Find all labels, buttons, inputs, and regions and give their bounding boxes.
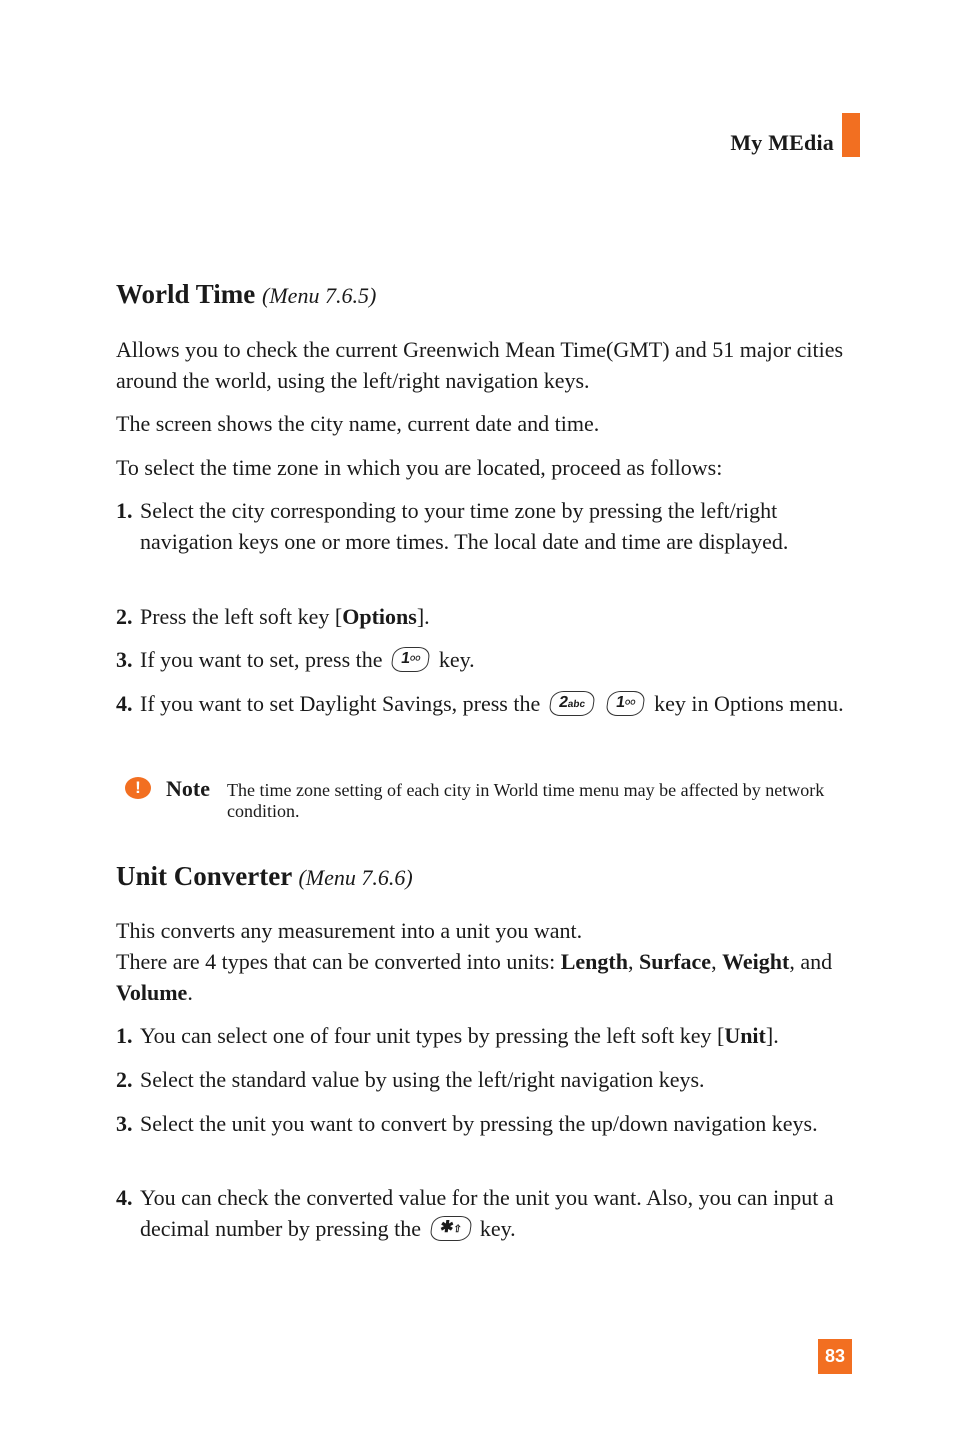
world-time-menu: (Menu 7.6.5) [262, 283, 377, 308]
unit-converter-menu: (Menu 7.6.6) [298, 865, 413, 890]
key-2-icon: 2abc [548, 691, 596, 716]
unit-converter-step-4: 4. You can check the converted value for the unit you want. Also, you can input a decimal number by pressing the ✱⇧ key. [116, 1185, 834, 1241]
options-softkey-label: Options [342, 604, 417, 629]
world-time-heading [116, 279, 376, 310]
note-text: The time zone setting of each city in World time menu may be affected by network condition. [227, 780, 825, 821]
unit-converter-title: Unit Converter [116, 861, 292, 891]
unit-softkey-label: Unit [724, 1023, 766, 1048]
unit-converter-heading [116, 861, 413, 892]
world-time-para3: To select the time zone in which you are located, proceed as follows: [116, 455, 723, 480]
page-number: 83 [818, 1339, 852, 1374]
unit-converter-para2: There are 4 types that can be converted into units: Length, Surface, Weight, and Volume. [116, 949, 833, 1005]
world-time-step-4: 4. If you want to set Daylight Savings, press the 2abc 1ᴼᴼ key in Options menu. [116, 691, 844, 716]
world-time-step-3: 3. If you want to set, press the 1ᴼᴼ key. [116, 647, 475, 672]
key-1-icon: 1ᴼᴼ [606, 691, 647, 716]
unit-converter-step-2: 2. Select the standard value by using the left/right navigation keys. [116, 1067, 705, 1092]
star-key-icon: ✱⇧ [429, 1216, 472, 1241]
unit-converter-step-3: 3. Select the unit you want to convert by pressing the up/down navigation keys. [116, 1111, 818, 1136]
world-time-step-2: 2. Press the left soft key [Options]. [116, 604, 430, 629]
exclamation-icon: ! [125, 777, 151, 799]
world-time-para1: Allows you to check the current Greenwich Mean Time(GMT) and 51 major cities around the world, using the left/right navigation keys. [116, 337, 844, 393]
key-1-icon: 1ᴼᴼ [390, 647, 431, 672]
world-time-para2: The screen shows the city name, current date and time. [116, 411, 600, 436]
note-label: Note [166, 776, 210, 801]
header-accent-bar [842, 113, 860, 157]
unit-converter-step-1: 1. You can select one of four unit types by pressing the left soft key [Unit]. [116, 1023, 779, 1048]
page-header-title: My MEdia [730, 130, 834, 155]
world-time-step-1: 1. Select the city corresponding to your time zone by pressing the left/right navigation keys one or more times. The local date and time are displayed. [116, 498, 789, 554]
unit-converter-para1: This converts any measurement into a unit you want. [116, 918, 583, 943]
world-time-title: World Time [116, 279, 256, 309]
